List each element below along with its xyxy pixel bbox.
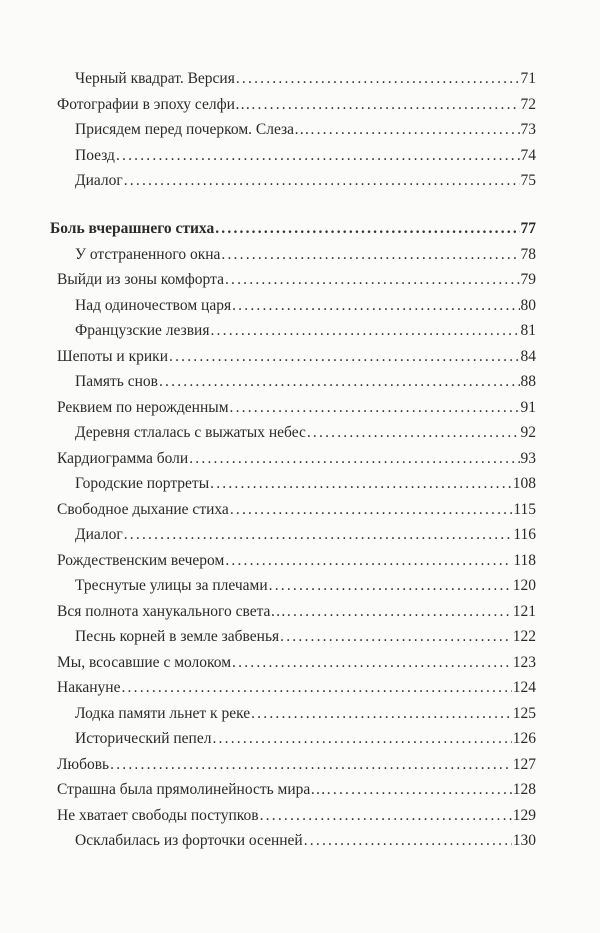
toc-entry [57, 552, 536, 574]
toc-entry [75, 70, 536, 92]
toc-entry [57, 501, 536, 523]
toc-entry [75, 705, 536, 727]
entry-title: Диалог [75, 172, 123, 189]
toc-entry [57, 348, 536, 370]
dot-leader [116, 147, 520, 165]
toc-entry [75, 424, 536, 446]
dot-leader [221, 246, 519, 264]
entry-title: Диалог [75, 526, 123, 543]
dot-leader [287, 603, 512, 621]
entry-title: Городские портреты [75, 475, 210, 492]
entry-title: Кардиограмма боли [57, 449, 189, 467]
entry-page-number: 73 [520, 121, 536, 138]
dot-leader [251, 705, 512, 723]
dot-leader [304, 832, 512, 850]
entry-page-number: 93 [520, 449, 536, 467]
dot-leader [251, 96, 519, 114]
toc-entry [57, 781, 536, 803]
toc-entry [57, 450, 536, 472]
entry-page-number: 128 [512, 781, 536, 798]
entry-title: Деревня стлалась с выжатых небес [75, 424, 306, 441]
entry-page-number: 79 [520, 271, 536, 288]
entry-page-number: 81 [520, 322, 536, 339]
entry-page-number: 92 [520, 424, 536, 441]
entry-title: Память снов [75, 373, 158, 390]
toc-entry [75, 373, 536, 395]
entry-title: Французские лезвия [75, 322, 210, 339]
toc-entry [57, 603, 536, 625]
dot-leader [124, 526, 513, 544]
dot-leader [121, 679, 511, 697]
entry-title: Не хватает свободы поступков [57, 806, 259, 824]
dot-leader [225, 271, 520, 289]
entry-page-number: 121 [512, 602, 536, 620]
entry-page-number: 74 [520, 146, 536, 164]
dot-leader [307, 424, 520, 442]
toc-entry [75, 577, 536, 599]
entry-page-number: 116 [513, 526, 536, 543]
entry-title: Страшна была прямолинейность мира… [57, 781, 326, 798]
toc-entry [75, 297, 536, 319]
entry-page-number: 108 [512, 475, 536, 492]
toc-entry [75, 832, 536, 854]
toc-entry [75, 172, 536, 194]
toc-entry [57, 271, 536, 293]
entry-title: Осклабилась из форточки осенней [75, 832, 303, 849]
entry-title: Присядем перед почерком. Слеза… [75, 121, 310, 138]
toc-entry [57, 807, 536, 829]
dot-leader [110, 756, 512, 774]
toc-entry [57, 756, 536, 778]
dot-leader [230, 399, 520, 417]
dot-leader [215, 220, 519, 238]
entry-title: Вся полнота ханукального света… [57, 602, 286, 620]
entry-page-number: 130 [512, 832, 536, 849]
dot-leader [260, 807, 512, 825]
entry-title: Реквием по нерожденным [57, 398, 229, 416]
dot-leader [311, 121, 520, 139]
dot-leader [169, 348, 520, 366]
entry-title: Свободное дыхание стиха [57, 500, 229, 518]
dot-leader [159, 373, 520, 391]
entry-title: Лодка памяти льнет к реке [75, 704, 251, 722]
entry-page-number: 77 [520, 220, 536, 237]
entry-title: У отстраненного окна [75, 245, 221, 263]
entry-title: Над одиночеством царя [75, 296, 232, 314]
entry-page-number: 80 [520, 296, 536, 314]
dot-leader [212, 730, 511, 748]
dot-leader [230, 501, 513, 519]
toc-entry [75, 526, 536, 548]
dot-leader [280, 628, 512, 646]
entry-title: Выйди из зоны комфорта [57, 271, 224, 288]
dot-leader [327, 781, 512, 799]
entry-title: Песнь корней в земле забвенья [75, 628, 280, 645]
entry-page-number: 127 [512, 755, 536, 773]
dot-leader [232, 654, 512, 672]
entry-page-number: 124 [512, 679, 536, 696]
toc-entry [75, 628, 536, 650]
entry-title: Треснутые улицы за плечами [75, 577, 268, 594]
dot-leader [236, 70, 520, 88]
toc-entry [57, 654, 536, 676]
dot-leader [189, 450, 519, 468]
toc-entry [75, 475, 536, 497]
entry-page-number: 118 [513, 551, 536, 569]
entry-page-number: 125 [512, 704, 536, 722]
entry-title: Шепоты и крики [57, 347, 168, 365]
toc-entry [75, 246, 536, 268]
entry-page-number: 129 [512, 806, 536, 824]
entry-title: Боль вчерашнего стиха [50, 220, 215, 237]
entry-page-number: 75 [520, 172, 536, 189]
toc-entry [75, 147, 536, 169]
entry-page-number: 115 [513, 500, 536, 518]
entry-title: Фотографии в эпоху селфи… [57, 95, 251, 113]
toc-entry [75, 121, 536, 143]
entry-page-number: 120 [512, 577, 536, 594]
entry-title: Мы, всосавшие с молоком [57, 653, 232, 671]
entry-title: Накануне [57, 679, 121, 696]
toc-section-heading [50, 220, 536, 242]
entry-title: Поезд [75, 146, 115, 164]
entry-title: Рождественским вечером [57, 551, 225, 569]
entry-page-number: 78 [520, 245, 536, 263]
toc-entry [75, 730, 536, 752]
entry-page-number: 122 [512, 628, 536, 645]
entry-title: Любовь [57, 755, 110, 773]
entry-page-number: 71 [520, 70, 536, 87]
dot-leader [232, 297, 519, 315]
entry-title: Исторический пепел [75, 730, 212, 747]
dot-leader [124, 172, 520, 190]
dot-leader [225, 552, 512, 570]
entry-title: Черный квадрат. Версия [75, 70, 235, 87]
entry-page-number: 88 [520, 373, 536, 390]
toc-entry [75, 322, 536, 344]
entry-page-number: 91 [520, 398, 536, 416]
entry-page-number: 72 [520, 95, 536, 113]
toc-entry [57, 679, 536, 701]
toc-entry [57, 399, 536, 421]
entry-page-number: 123 [512, 653, 536, 671]
entry-page-number: 84 [520, 347, 536, 365]
dot-leader [210, 322, 519, 340]
toc-entry [57, 96, 536, 118]
dot-leader [210, 475, 512, 493]
entry-page-number: 126 [512, 730, 536, 747]
dot-leader [269, 577, 512, 595]
